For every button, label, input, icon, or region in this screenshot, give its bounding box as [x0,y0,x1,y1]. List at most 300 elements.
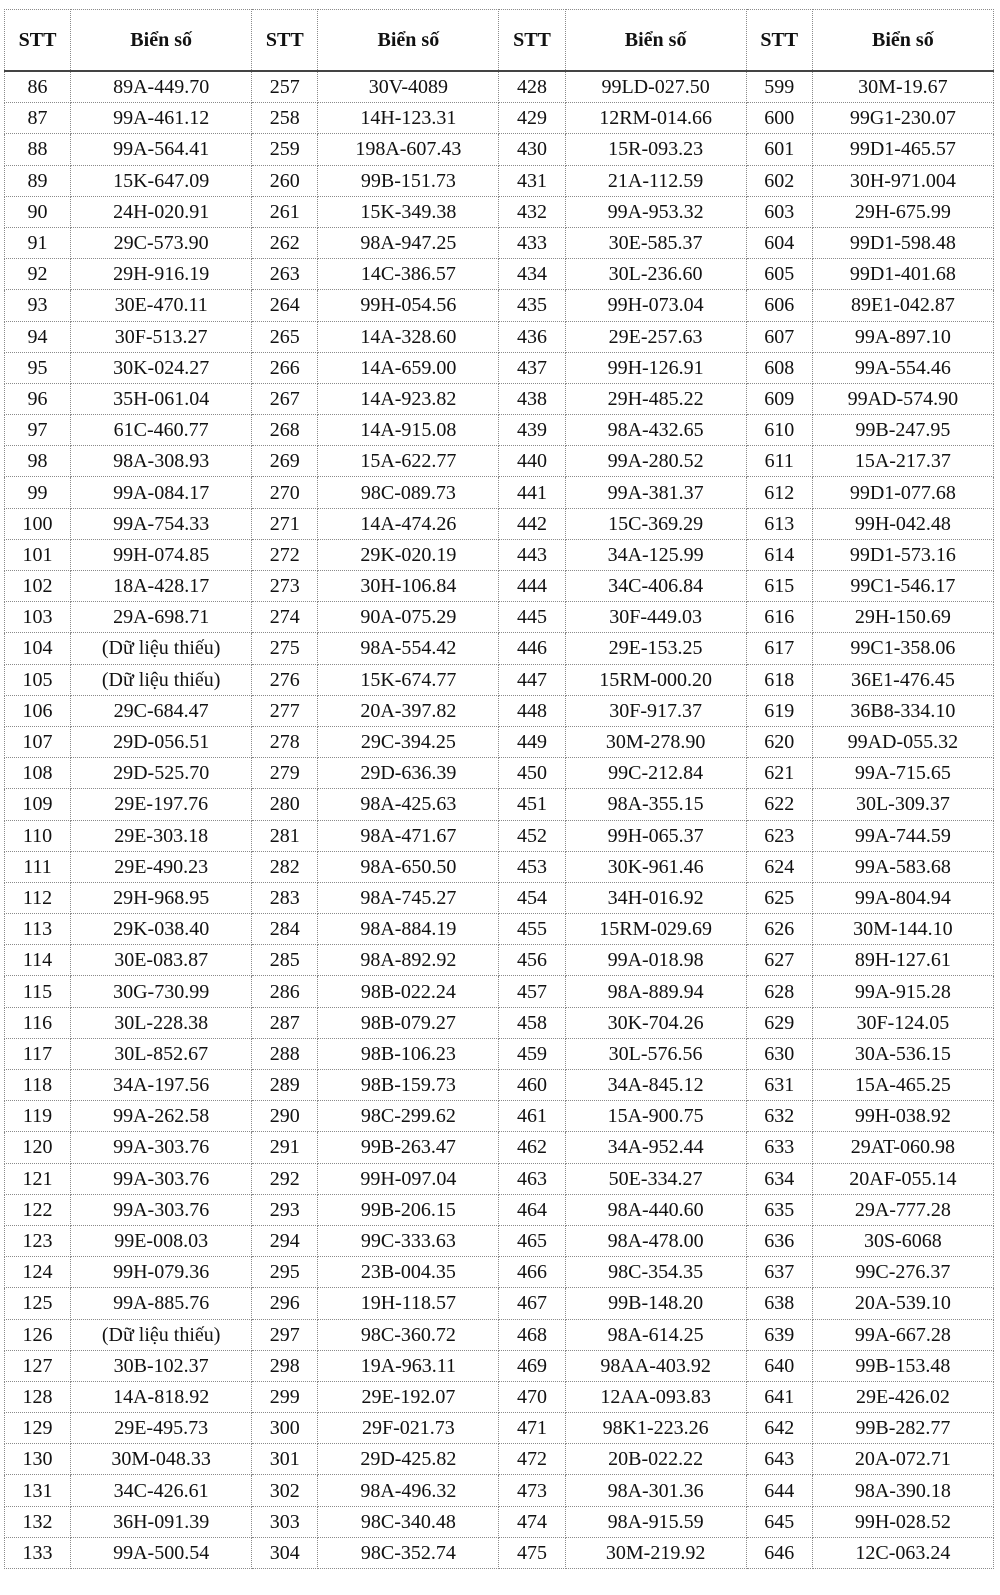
plate-cell: 29AT-060.98 [812,1132,993,1163]
stt-cell: 473 [499,1475,565,1506]
stt-cell: 439 [499,415,565,446]
stt-cell: 117 [5,1038,71,1069]
table-row [5,1163,994,1194]
stt-cell: 98 [5,446,71,477]
plate-cell: 99A-804.94 [812,882,993,913]
stt-cell: 636 [746,1225,812,1256]
plate-cell: 30L-852.67 [71,1038,252,1069]
stt-cell: 290 [252,1101,318,1132]
stt-cell: 602 [746,165,812,196]
stt-cell: 472 [499,1444,565,1475]
table-row [5,1319,994,1350]
plate-cell: 29D-425.82 [318,1444,499,1475]
stt-cell: 106 [5,695,71,726]
stt-cell: 280 [252,789,318,820]
plate-cell: 99H-065.37 [565,820,746,851]
plate-cell: 98C-354.35 [565,1257,746,1288]
plate-cell: 30E-083.87 [71,945,252,976]
header-plate: Biển số [71,10,252,72]
plate-cell: 99D1-401.68 [812,259,993,290]
stt-cell: 103 [5,602,71,633]
plate-cell: 14A-328.60 [318,321,499,352]
stt-cell: 266 [252,352,318,383]
stt-cell: 278 [252,726,318,757]
plate-cell: 29E-303.18 [71,820,252,851]
plate-cell: 12RM-014.66 [565,103,746,134]
plate-cell: 99G1-230.07 [812,103,993,134]
stt-cell: 430 [499,134,565,165]
plate-cell: 30M-219.92 [565,1537,746,1568]
table-row [5,695,994,726]
plate-cell: 29K-020.19 [318,539,499,570]
table-row [5,446,994,477]
stt-cell: 444 [499,571,565,602]
stt-cell: 304 [252,1537,318,1568]
plate-cell: 99H-042.48 [812,508,993,539]
plate-cell: 99AD-055.32 [812,726,993,757]
table-header [5,10,994,72]
plate-cell: 98C-089.73 [318,477,499,508]
stt-cell: 265 [252,321,318,352]
plate-cell: 99C-276.37 [812,1257,993,1288]
stt-cell: 102 [5,571,71,602]
header-stt: STT [252,10,318,72]
table-row [5,882,994,913]
stt-cell: 87 [5,103,71,134]
plate-cell: 30F-917.37 [565,695,746,726]
stt-cell: 466 [499,1257,565,1288]
license-plate-table [4,9,994,1569]
plate-cell: 98A-390.18 [812,1475,993,1506]
stt-cell: 619 [746,695,812,726]
stt-cell: 274 [252,602,318,633]
stt-cell: 293 [252,1194,318,1225]
plate-cell: 34C-426.61 [71,1475,252,1506]
plate-cell: 99B-247.95 [812,415,993,446]
stt-cell: 645 [746,1506,812,1537]
stt-cell: 630 [746,1038,812,1069]
plate-cell: 15A-217.37 [812,446,993,477]
plate-cell: 98B-079.27 [318,1007,499,1038]
stt-cell: 450 [499,758,565,789]
plate-cell: 15C-369.29 [565,508,746,539]
stt-cell: 123 [5,1225,71,1256]
plate-cell: 29A-777.28 [812,1194,993,1225]
stt-cell: 613 [746,508,812,539]
stt-cell: 118 [5,1070,71,1101]
stt-cell: 112 [5,882,71,913]
stt-cell: 448 [499,695,565,726]
plate-cell: 20A-072.71 [812,1444,993,1475]
stt-cell: 434 [499,259,565,290]
table-row [5,1101,994,1132]
stt-cell: 128 [5,1381,71,1412]
stt-cell: 465 [499,1225,565,1256]
stt-cell: 126 [5,1319,71,1350]
stt-cell: 442 [499,508,565,539]
stt-cell: 611 [746,446,812,477]
stt-cell: 437 [499,352,565,383]
table-row [5,1007,994,1038]
stt-cell: 291 [252,1132,318,1163]
stt-cell: 285 [252,945,318,976]
stt-cell: 432 [499,196,565,227]
plate-cell: 99A-303.76 [71,1132,252,1163]
plate-cell: 29E-490.23 [71,851,252,882]
plate-cell: 30L-309.37 [812,789,993,820]
plate-cell: 29E-426.02 [812,1381,993,1412]
stt-cell: 451 [499,789,565,820]
stt-cell: 295 [252,1257,318,1288]
plate-cell: 34A-125.99 [565,539,746,570]
plate-cell: 98A-301.36 [565,1475,746,1506]
table-row [5,571,994,602]
header-row [5,10,994,72]
stt-cell: 461 [499,1101,565,1132]
plate-cell: 30L-576.56 [565,1038,746,1069]
stt-cell: 270 [252,477,318,508]
plate-cell: 15K-674.77 [318,664,499,695]
table-row [5,134,994,165]
stt-cell: 459 [499,1038,565,1069]
plate-cell: 99B-151.73 [318,165,499,196]
stt-cell: 284 [252,914,318,945]
table-row [5,789,994,820]
plate-cell: 29D-636.39 [318,758,499,789]
stt-cell: 433 [499,227,565,258]
plate-cell: 30V-4089 [318,71,499,103]
stt-cell: 640 [746,1350,812,1381]
plate-cell: 30K-024.27 [71,352,252,383]
plate-cell: 98A-478.00 [565,1225,746,1256]
plate-cell: 30E-470.11 [71,290,252,321]
plate-cell: 30K-961.46 [565,851,746,882]
stt-cell: 129 [5,1413,71,1444]
stt-cell: 600 [746,103,812,134]
plate-cell: 15A-900.75 [565,1101,746,1132]
stt-cell: 629 [746,1007,812,1038]
table-row [5,1506,994,1537]
stt-cell: 627 [746,945,812,976]
stt-cell: 115 [5,976,71,1007]
plate-cell: 98K1-223.26 [565,1413,746,1444]
stt-cell: 273 [252,571,318,602]
stt-cell: 292 [252,1163,318,1194]
plate-cell: 14A-923.82 [318,383,499,414]
header-stt: STT [5,10,71,72]
stt-cell: 609 [746,383,812,414]
stt-cell: 634 [746,1163,812,1194]
stt-cell: 460 [499,1070,565,1101]
plate-cell: 99A-885.76 [71,1288,252,1319]
table-row [5,1132,994,1163]
plate-cell: (Dữ liệu thiếu) [71,664,252,695]
plate-cell: 98A-889.94 [565,976,746,1007]
plate-cell: 30H-106.84 [318,571,499,602]
plate-cell: 98A-425.63 [318,789,499,820]
stt-cell: 111 [5,851,71,882]
plate-cell: 20AF-055.14 [812,1163,993,1194]
stt-cell: 631 [746,1070,812,1101]
header-stt: STT [746,10,812,72]
plate-cell: 29C-684.47 [71,695,252,726]
table-row [5,539,994,570]
plate-cell: 30M-278.90 [565,726,746,757]
stt-cell: 263 [252,259,318,290]
plate-cell: 50E-334.27 [565,1163,746,1194]
plate-cell: 14A-818.92 [71,1381,252,1412]
stt-cell: 463 [499,1163,565,1194]
stt-cell: 94 [5,321,71,352]
stt-cell: 267 [252,383,318,414]
plate-cell: 23B-004.35 [318,1257,499,1288]
plate-cell: 35H-061.04 [71,383,252,414]
stt-cell: 97 [5,415,71,446]
plate-cell: 89H-127.61 [812,945,993,976]
stt-cell: 470 [499,1381,565,1412]
stt-cell: 438 [499,383,565,414]
plate-cell: 14A-659.00 [318,352,499,383]
stt-cell: 257 [252,71,318,103]
plate-cell: 29E-257.63 [565,321,746,352]
plate-cell: 61C-460.77 [71,415,252,446]
plate-cell: 12C-063.24 [812,1537,993,1568]
plate-cell: 98A-308.93 [71,446,252,477]
stt-cell: 286 [252,976,318,1007]
plate-cell: 99C1-546.17 [812,571,993,602]
stt-cell: 114 [5,945,71,976]
plate-cell: 98A-496.32 [318,1475,499,1506]
stt-cell: 276 [252,664,318,695]
table-row [5,415,994,446]
plate-cell: 20B-022.22 [565,1444,746,1475]
table-row [5,758,994,789]
plate-cell: 99A-953.32 [565,196,746,227]
stt-cell: 468 [499,1319,565,1350]
stt-cell: 446 [499,633,565,664]
table-row [5,321,994,352]
stt-cell: 643 [746,1444,812,1475]
plate-cell: 29H-150.69 [812,602,993,633]
stt-cell: 621 [746,758,812,789]
plate-cell: 34A-845.12 [565,1070,746,1101]
stt-cell: 646 [746,1537,812,1568]
header-plate: Biển số [565,10,746,72]
plate-cell: 14H-123.31 [318,103,499,134]
plate-cell: 99B-206.15 [318,1194,499,1225]
table-row [5,383,994,414]
table-row [5,196,994,227]
header-stt: STT [499,10,565,72]
plate-cell: 36H-091.39 [71,1506,252,1537]
plate-cell: 30M-19.67 [812,71,993,103]
stt-cell: 108 [5,758,71,789]
stt-cell: 625 [746,882,812,913]
plate-cell: 29K-038.40 [71,914,252,945]
table-row [5,1537,994,1568]
stt-cell: 447 [499,664,565,695]
plate-cell: 36E1-476.45 [812,664,993,695]
plate-cell: 15K-647.09 [71,165,252,196]
plate-cell: 30M-144.10 [812,914,993,945]
table-row [5,259,994,290]
plate-cell: 30F-449.03 [565,602,746,633]
plate-cell: 36B8-334.10 [812,695,993,726]
stt-cell: 92 [5,259,71,290]
plate-cell: 14C-386.57 [318,259,499,290]
stt-cell: 601 [746,134,812,165]
stt-cell: 635 [746,1194,812,1225]
stt-cell: 96 [5,383,71,414]
plate-cell: 24H-020.91 [71,196,252,227]
stt-cell: 109 [5,789,71,820]
stt-cell: 88 [5,134,71,165]
plate-cell: 15A-465.25 [812,1070,993,1101]
plate-cell: 30H-971.004 [812,165,993,196]
stt-cell: 105 [5,664,71,695]
table-row [5,633,994,664]
plate-cell: 98A-440.60 [565,1194,746,1225]
stt-cell: 93 [5,290,71,321]
plate-cell: 98B-106.23 [318,1038,499,1069]
stt-cell: 457 [499,976,565,1007]
plate-cell: 30G-730.99 [71,976,252,1007]
plate-cell: 20A-539.10 [812,1288,993,1319]
plate-cell: 99A-280.52 [565,446,746,477]
stt-cell: 440 [499,446,565,477]
stt-cell: 623 [746,820,812,851]
plate-cell: 99A-715.65 [812,758,993,789]
stt-cell: 452 [499,820,565,851]
plate-cell: 15K-349.38 [318,196,499,227]
table-row [5,1070,994,1101]
plate-cell: 98C-299.62 [318,1101,499,1132]
stt-cell: 435 [499,290,565,321]
stt-cell: 620 [746,726,812,757]
table-row [5,602,994,633]
stt-cell: 615 [746,571,812,602]
plate-cell: 99A-744.59 [812,820,993,851]
stt-cell: 445 [499,602,565,633]
stt-cell: 101 [5,539,71,570]
plate-cell: 30K-704.26 [565,1007,746,1038]
plate-cell: 99A-915.28 [812,976,993,1007]
stt-cell: 282 [252,851,318,882]
plate-cell: 99A-262.58 [71,1101,252,1132]
plate-cell: 90A-075.29 [318,602,499,633]
stt-cell: 131 [5,1475,71,1506]
plate-cell: 98B-159.73 [318,1070,499,1101]
stt-cell: 428 [499,71,565,103]
stt-cell: 628 [746,976,812,1007]
plate-cell: 98C-360.72 [318,1319,499,1350]
plate-cell: 30M-048.33 [71,1444,252,1475]
plate-cell: 15RM-000.20 [565,664,746,695]
table-row [5,290,994,321]
stt-cell: 132 [5,1506,71,1537]
plate-cell: 99D1-598.48 [812,227,993,258]
plate-cell: 29H-675.99 [812,196,993,227]
stt-cell: 86 [5,71,71,103]
table-row [5,227,994,258]
stt-cell: 121 [5,1163,71,1194]
plate-cell: 99A-084.17 [71,477,252,508]
plate-cell: 29F-021.73 [318,1413,499,1444]
plate-cell: 99A-667.28 [812,1319,993,1350]
stt-cell: 127 [5,1350,71,1381]
table-row [5,352,994,383]
stt-cell: 294 [252,1225,318,1256]
table-row [5,1038,994,1069]
stt-cell: 99 [5,477,71,508]
stt-cell: 618 [746,664,812,695]
plate-cell: 99B-282.77 [812,1413,993,1444]
plate-cell: 99A-018.98 [565,945,746,976]
table-row [5,851,994,882]
table-row [5,165,994,196]
plate-cell: 21A-112.59 [565,165,746,196]
stt-cell: 275 [252,633,318,664]
stt-cell: 302 [252,1475,318,1506]
stt-cell: 107 [5,726,71,757]
plate-cell: 98A-745.27 [318,882,499,913]
stt-cell: 458 [499,1007,565,1038]
stt-cell: 104 [5,633,71,664]
table-row [5,1288,994,1319]
plate-cell: 29D-056.51 [71,726,252,757]
plate-cell: 98A-892.92 [318,945,499,976]
plate-cell: 99A-461.12 [71,103,252,134]
stt-cell: 279 [252,758,318,789]
plate-cell: 30L-228.38 [71,1007,252,1038]
plate-cell: (Dữ liệu thiếu) [71,1319,252,1350]
plate-cell: 198A-607.43 [318,134,499,165]
stt-cell: 642 [746,1413,812,1444]
stt-cell: 277 [252,695,318,726]
stt-cell: 296 [252,1288,318,1319]
plate-cell: 98A-915.59 [565,1506,746,1537]
plate-cell: 34A-197.56 [71,1070,252,1101]
plate-cell: 99D1-573.16 [812,539,993,570]
stt-cell: 455 [499,914,565,945]
plate-cell: 99A-754.33 [71,508,252,539]
stt-cell: 130 [5,1444,71,1475]
stt-cell: 269 [252,446,318,477]
stt-cell: 271 [252,508,318,539]
stt-cell: 610 [746,415,812,446]
table-body [5,71,994,1569]
plate-cell: 29E-153.25 [565,633,746,664]
stt-cell: 431 [499,165,565,196]
stt-cell: 622 [746,789,812,820]
stt-cell: 133 [5,1537,71,1568]
stt-cell: 449 [499,726,565,757]
plate-cell: 98C-340.48 [318,1506,499,1537]
table-row [5,103,994,134]
plate-cell: 99D1-465.57 [812,134,993,165]
stt-cell: 474 [499,1506,565,1537]
plate-cell: 29E-192.07 [318,1381,499,1412]
table-row [5,976,994,1007]
plate-cell: 19H-118.57 [318,1288,499,1319]
stt-cell: 110 [5,820,71,851]
stt-cell: 607 [746,321,812,352]
stt-cell: 301 [252,1444,318,1475]
table-row [5,1381,994,1412]
stt-cell: 300 [252,1413,318,1444]
plate-cell: 34H-016.92 [565,882,746,913]
plate-cell: 99A-303.76 [71,1194,252,1225]
